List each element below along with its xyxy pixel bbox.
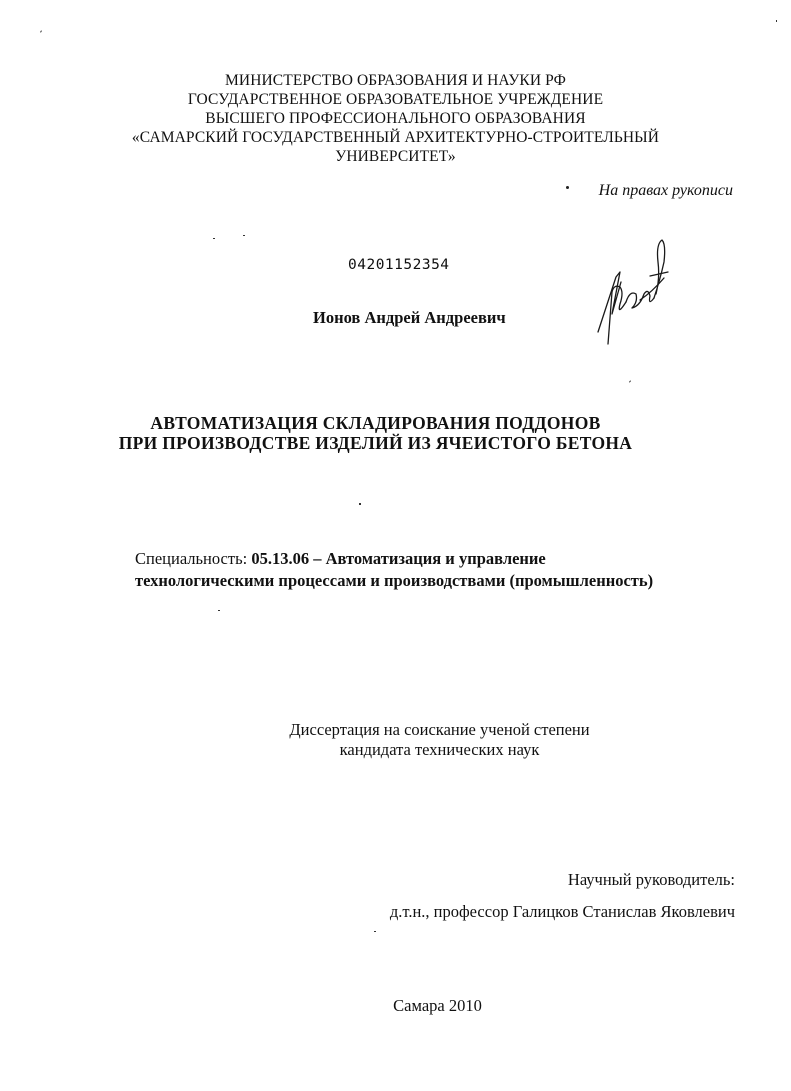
author-name: Ионов Андрей Андреевич bbox=[313, 308, 506, 327]
scan-speck bbox=[374, 931, 376, 932]
specialty-name-continued: технологическими процессами и производствами (промышленность) bbox=[135, 571, 654, 590]
advisor-label: Научный руководитель: bbox=[567, 870, 735, 889]
registration-code: 04201152354 bbox=[348, 257, 450, 273]
manuscript-note: На правах рукописи bbox=[598, 182, 733, 199]
specialty-label: Специальность: bbox=[135, 549, 252, 568]
scan-speck bbox=[213, 238, 215, 239]
city-year: Самара 2010 bbox=[393, 996, 482, 1015]
institution-line-2: ГОСУДАРСТВЕННОЕ ОБРАЗОВАТЕЛЬНОЕ УЧРЕЖДЕНИЕ bbox=[187, 91, 604, 108]
signature-graphic bbox=[590, 232, 680, 347]
specialty-code-name: 05.13.06 – Автоматизация и управление bbox=[251, 549, 546, 568]
scan-speck bbox=[776, 20, 777, 22]
scan-speck bbox=[218, 610, 220, 611]
scan-speck bbox=[359, 503, 361, 505]
specialty-block bbox=[135, 548, 653, 592]
bullet-dot bbox=[566, 186, 569, 189]
dissertation-line-1: Диссертация на соискание ученой степени bbox=[289, 720, 590, 739]
dissertation-line-2: кандидата технических наук bbox=[339, 740, 540, 759]
scan-speck bbox=[629, 380, 631, 382]
institution-line-1: МИНИСТЕРСТВО ОБРАЗОВАНИЯ И НАУКИ РФ bbox=[225, 72, 566, 89]
scan-speck bbox=[40, 30, 42, 32]
institution-line-4: «САМАРСКИЙ ГОСУДАРСТВЕННЫЙ АРХИТЕКТУРНО-СТРОИТЕЛЬНЫЙ bbox=[131, 129, 660, 146]
thesis-title-line-2: ПРИ ПРОИЗВОДСТВЕ ИЗДЕЛИЙ ИЗ ЯЧЕИСТОГО БЕТОНА bbox=[118, 433, 633, 453]
advisor-name: д.т.н., профессор Галицков Станислав Яковлевич bbox=[389, 902, 735, 921]
institution-line-5: УНИВЕРСИТЕТ» bbox=[335, 148, 456, 165]
institution-line-3: ВЫСШЕГО ПРОФЕССИОНАЛЬНОГО ОБРАЗОВАНИЯ bbox=[205, 110, 586, 127]
scan-speck bbox=[243, 235, 245, 236]
thesis-title-line-1: АВТОМАТИЗАЦИЯ СКЛАДИРОВАНИЯ ПОДДОНОВ bbox=[150, 413, 601, 433]
